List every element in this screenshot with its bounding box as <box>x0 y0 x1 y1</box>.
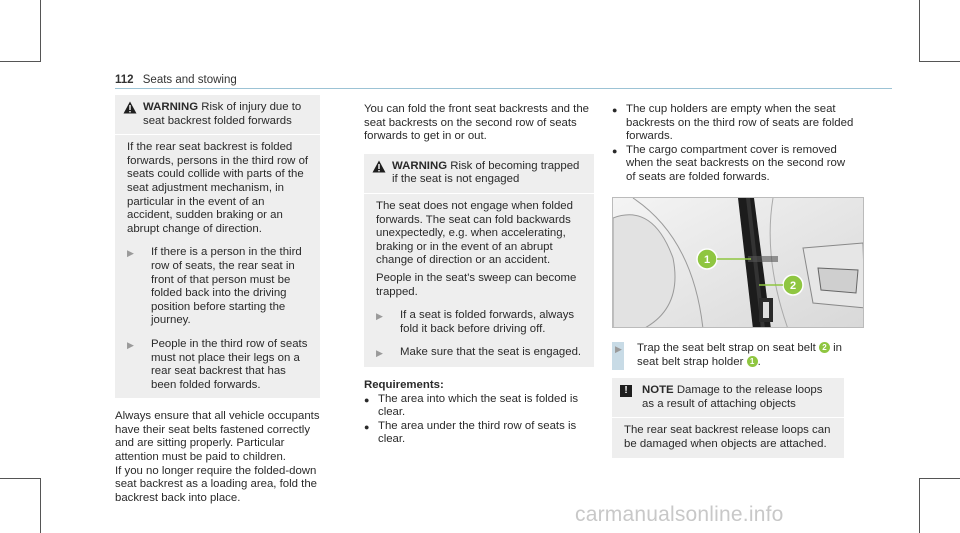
warning-box-trapped <box>364 154 594 367</box>
warning-icon <box>123 101 139 128</box>
step-text: Trap the seat belt strap on seat belt <box>637 342 816 354</box>
bullet-icon: ● <box>612 145 618 156</box>
warning-title: Risk of becoming trapped if the seat is not engaged <box>392 159 580 186</box>
crop-mark <box>920 478 960 479</box>
note-label: NOTE <box>642 384 674 397</box>
warning-icon <box>372 160 388 187</box>
bullet-icon: ● <box>364 394 370 405</box>
warning-step-text: People in the third row of seats must not place their legs on a rear seat backrest that has been folded forwards. <box>151 337 308 391</box>
svg-text:2: 2 <box>789 280 797 292</box>
instruction-block <box>612 342 856 458</box>
list-item-text: The area under the third row of seats is clear. <box>378 419 577 446</box>
step-arrow-icon: ▶ <box>127 339 134 350</box>
warning-box-injury <box>115 95 320 398</box>
warning-step-text: If a seat is folded forwards, always fold it back before driving off. <box>400 309 575 335</box>
seat-belt-photo <box>612 197 864 328</box>
watermark: carmanualsonline.info <box>575 503 784 526</box>
crop-mark <box>919 478 920 533</box>
step-arrow-icon: ▶ <box>615 344 622 354</box>
instruction-step: ▶ Trap the seat belt strap on seat belt 2 in seat belt strap holder 1 . <box>612 342 856 369</box>
list-item <box>612 144 856 185</box>
list-item <box>364 393 594 420</box>
paragraph: If you no longer require the folded-down seat backrest as a loading area, fold the backrest back into place. <box>115 464 317 504</box>
column-middle <box>364 103 594 447</box>
warning-text: People in the seat's sweep can become trapped. <box>376 271 577 298</box>
intro-paragraph: You can fold the front seat backrests and the seat backrests on the second row of seats forwards to get in or out. <box>364 103 590 143</box>
crop-mark <box>920 61 960 62</box>
note-text: The rear seat backrest release loops can be damaged when objects are attached. <box>624 424 831 450</box>
column-right <box>612 103 856 185</box>
callout-ref: 1 <box>747 356 758 367</box>
note-body <box>612 418 844 457</box>
note-header <box>612 378 844 418</box>
step-text: in seat belt strap holder <box>637 342 842 368</box>
section-title: Seats and stowing <box>142 74 237 86</box>
crop-mark <box>40 0 41 62</box>
warning-title: Risk of injury due to seat backrest folded forwards <box>143 101 302 127</box>
step-arrow-icon: ▶ <box>127 248 134 259</box>
bullet-icon: ● <box>612 105 618 115</box>
list-item <box>364 420 594 447</box>
warning-text: If the rear seat backrest is folded forwards, persons in the third row of seats could collide with parts of the seat adjustment mechanism, in particular in the event of an accident, sudden braking or an abrupt change of direction. <box>127 141 309 235</box>
note-box <box>612 378 844 457</box>
svg-text:1: 1 <box>703 254 711 266</box>
warning-step-text: If there is a person in the third row of seats, the rear seat in front of that person must be folded back into the driving position before starting the journey. <box>151 246 302 327</box>
bullet-icon: ● <box>364 421 370 432</box>
warning-label: WARNING <box>392 159 448 172</box>
note-icon: ! <box>620 385 632 397</box>
note-title: Damage to the release loops as a result of attaching objects <box>642 384 823 410</box>
crop-mark <box>919 0 920 62</box>
list-item-text: The cargo compartment cover is removed when the seat backrests on the second row of seats are folded forwards. <box>626 143 846 183</box>
list-item-text: The cup holders are empty when the seat backrests on the third row of seats are folded forwards. <box>626 103 854 143</box>
warning-header <box>115 95 320 135</box>
warning-step-text: Make sure that the seat is engaged. <box>400 346 582 359</box>
paragraph: Always ensure that all vehicle occupants have their seat belts fastened correctly and are sitting properly. Particular attention must be paid to children. <box>115 410 320 464</box>
list-item <box>612 103 856 144</box>
warning-text: The seat does not engage when folded forwards. The seat can fold backwards unexpectedly, e.g. when accelerating, braking or in the event of an abrupt change of direction or an accident. <box>376 199 573 267</box>
page-number: 112 <box>115 74 134 86</box>
warning-step <box>127 338 312 392</box>
header-rule <box>115 88 892 89</box>
warning-step <box>376 346 586 361</box>
page-header <box>115 74 237 86</box>
warning-body <box>364 194 594 367</box>
crop-mark <box>0 61 40 62</box>
warning-step <box>127 246 312 328</box>
callout-ref: 2 <box>819 342 830 353</box>
crop-mark <box>40 478 41 533</box>
warning-label: WARNING <box>143 101 199 113</box>
warning-body <box>115 135 320 398</box>
step-arrow-icon: ▶ <box>376 311 383 322</box>
column-left <box>115 95 320 505</box>
step-arrow-icon: ▶ <box>376 348 383 359</box>
warning-step <box>376 309 586 336</box>
requirements-label: Requirements: <box>364 378 444 391</box>
warning-header <box>364 154 594 194</box>
list-item-text: The area into which the seat is folded is clear. <box>378 392 579 419</box>
crop-mark <box>0 478 40 479</box>
